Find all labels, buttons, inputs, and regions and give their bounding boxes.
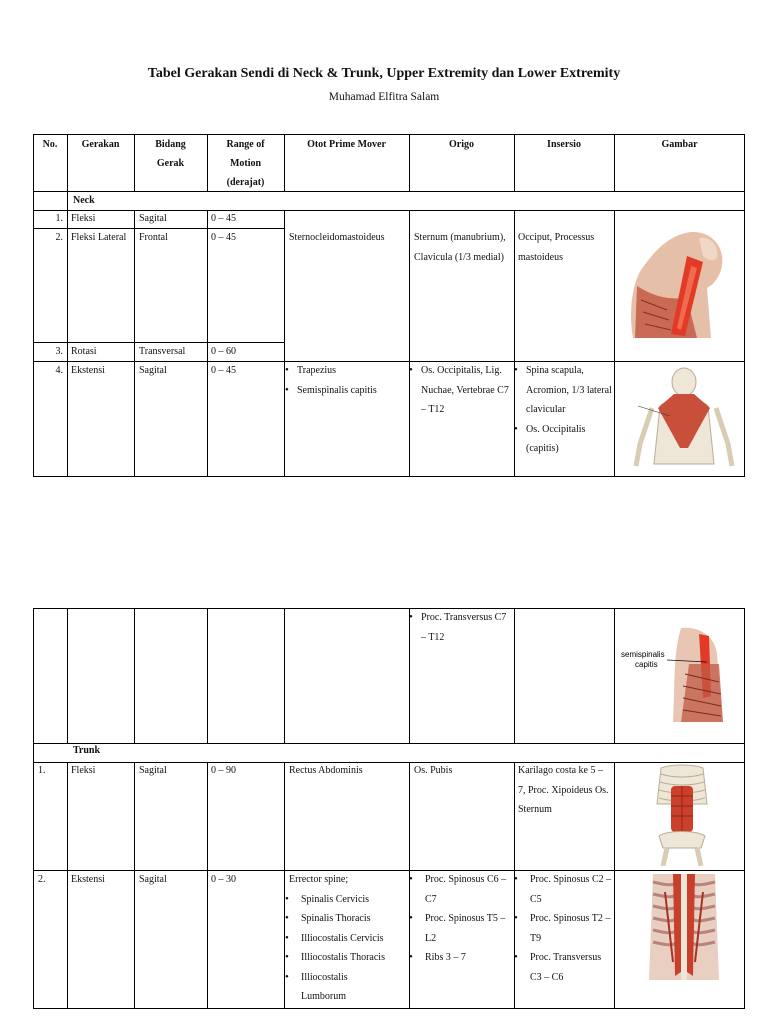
- row-insersio: Karilago costa ke 5 – 7, Proc. Xipoideus Os. Sternum: [518, 765, 609, 815]
- movement-table-neck: [33, 134, 745, 477]
- figure-label: semispinalis: [621, 650, 665, 659]
- section-label-trunk: Trunk: [73, 745, 101, 756]
- movement-table-trunk: [33, 608, 745, 1009]
- row-rom: 0 – 45: [211, 213, 236, 224]
- row-gerakan: Ekstensi: [71, 874, 105, 885]
- row-rom: 0 – 45: [211, 232, 236, 243]
- row-origo: • Proc. Spinosus C6 – C7 • Proc. Spinosus T5 – L2 • Ribs 3 – 7: [409, 870, 513, 968]
- row-rom: 0 – 90: [211, 765, 236, 776]
- row-otot: • Trapezius • Semispinalis capitis: [285, 361, 407, 400]
- row-number: 2.: [55, 232, 63, 243]
- document-title: Tabel Gerakan Sendi di Neck & Trunk, Upper Extremity dan Lower Extremity: [147, 66, 621, 81]
- row-bidang: Sagital: [139, 765, 167, 776]
- section-label-neck: Neck: [73, 195, 95, 206]
- row-number: 3.: [55, 346, 63, 357]
- sternocleidomastoid-illustration: [627, 226, 733, 338]
- row-bidang: Sagital: [139, 365, 167, 376]
- row-bidang: Frontal: [139, 232, 168, 243]
- row-rom: 0 – 30: [211, 874, 236, 885]
- header-no: No.: [42, 139, 58, 150]
- row-number: 1.: [55, 213, 63, 224]
- header-origo: Origo: [449, 139, 474, 150]
- row-gerakan: Fleksi Lateral: [71, 232, 127, 243]
- semispinalis-capitis-illustration: [619, 624, 737, 722]
- row-otot: Rectus Abdominis: [289, 765, 363, 776]
- header-gambar: Gambar: [661, 139, 698, 150]
- row-rom: 0 – 45: [211, 365, 236, 376]
- row-bidang: Sagital: [139, 213, 167, 224]
- row-gerakan: Ekstensi: [71, 365, 105, 376]
- header-gerakan: Gerakan: [81, 139, 120, 150]
- row-number: 1.: [38, 765, 46, 776]
- row-bidang: Sagital: [139, 874, 167, 885]
- author-name: Muhamad Elfitra Salam: [328, 91, 440, 103]
- header-bidang-gerak: Bidang Gerak: [155, 139, 186, 169]
- row-number: 2.: [38, 874, 46, 885]
- row-bidang: Transversal: [139, 346, 186, 357]
- row-insersio: • Proc. Spinosus C2 – C5 • Proc. Spinosus T2 – T9 • Proc. Transversus C3 – C6: [514, 870, 612, 987]
- header-insersio: Insersio: [547, 139, 581, 150]
- row-origo: Os. Pubis: [414, 765, 453, 776]
- figure-label: capitis: [635, 660, 658, 669]
- row-gerakan: Fleksi: [71, 765, 96, 776]
- row-origo: Sternum (manubrium), Clavicula (1/3 medial): [414, 232, 506, 263]
- header-otot: Otot Prime Mover: [307, 139, 386, 150]
- row-number: 4.: [55, 365, 63, 376]
- erector-spinae-illustration: [645, 872, 723, 980]
- row-gerakan: Fleksi: [71, 213, 96, 224]
- rectus-abdominis-illustration: [647, 764, 717, 866]
- row-insersio: Occiput, Processus mastoideus: [518, 232, 595, 263]
- trapezius-back-illustration: [630, 366, 738, 474]
- header-range-of-motion: Range of Motion (derajat): [226, 139, 265, 188]
- row-gerakan: Rotasi: [71, 346, 97, 357]
- row-otot: Sternocleidomastoideus: [289, 232, 385, 243]
- row-insersio: • Spina scapula, Acromion, 1/3 lateral clavicular • Os. Occipitalis (capitis): [514, 361, 612, 459]
- row-origo: • Os. Occipitalis, Lig. Nuchae, Vertebrae C7 – T12: [409, 361, 511, 420]
- row-otot: Errector spine; • Spinalis Cervicis • Spinalis Thoracis • Illiocostalis Cervicis • Illiocostalis Thoracis • Illiocostalis Lumborum: [289, 870, 411, 1007]
- row-origo: • Proc. Transversus C7 – T12: [409, 608, 511, 647]
- row-rom: 0 – 60: [211, 346, 236, 357]
